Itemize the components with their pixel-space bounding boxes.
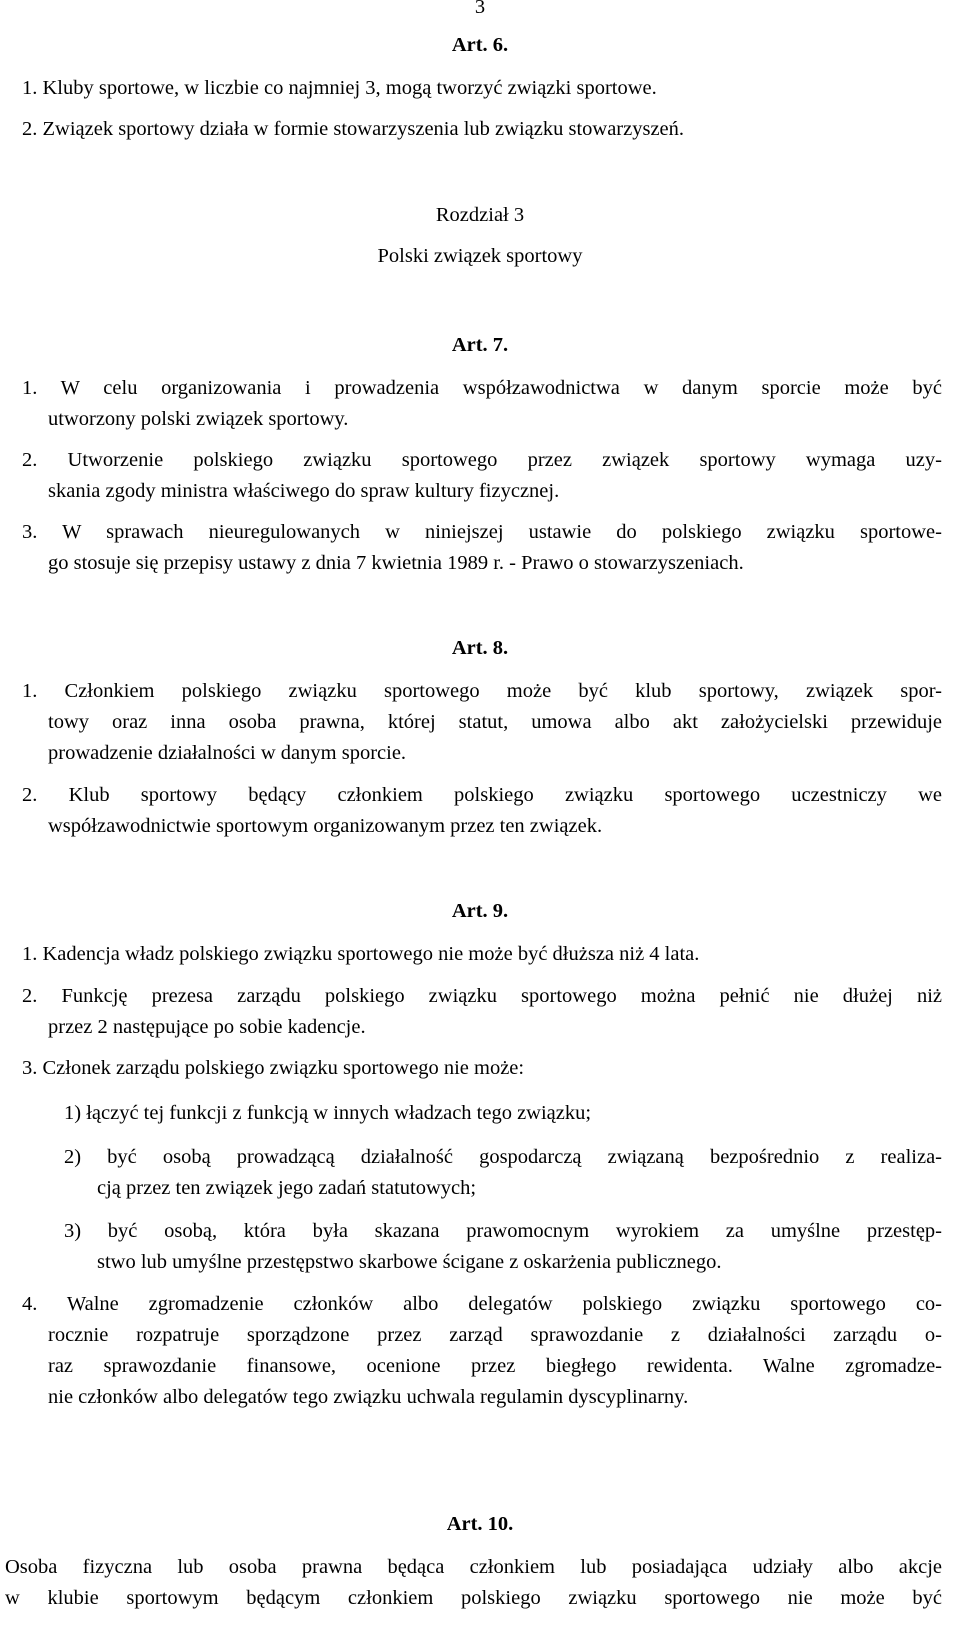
text-line: stwo lub umyślne przestępstwo skarbowe ścigane z oskarżenia publicznego. xyxy=(97,1251,722,1273)
article-7-para-3 xyxy=(22,517,942,579)
article-8-para-2 xyxy=(22,780,942,842)
text-line: 2. Związek sportowy działa w formie stowarzyszenia lub związku stowarzyszeń. xyxy=(22,118,685,140)
text-line: rocznie rozpatruje sporządzone przez zarząd sprawozdanie z działalności zarządu o- xyxy=(48,1324,942,1346)
article-9-subitem-2 xyxy=(64,1142,942,1204)
article-6-title: Art. 6. xyxy=(451,34,509,56)
article-9-title: Art. 9. xyxy=(451,900,509,922)
article-6-item-1 xyxy=(22,73,942,104)
chapter-title: Rozdział 3 xyxy=(435,204,525,226)
text-line: 4. Walne zgromadzenie członków albo delegatów polskiego związku sportowego co- xyxy=(22,1293,942,1315)
text-line: towy oraz inna osoba prawna, której statut, umowa albo akt założycielski przewiduje xyxy=(48,711,942,733)
article-9-para-1 xyxy=(22,939,942,970)
article-9-para-3 xyxy=(22,1053,942,1084)
text-line: raz sprawozdanie finansowe, ocenione przez biegłego rewidenta. Walne zgromadze- xyxy=(48,1355,942,1377)
text-line: 3) być osobą, która była skazana prawomocnym wyrokiem za umyślne przestęp- xyxy=(64,1220,942,1242)
text-line: 1. Kadencja władz polskiego związku sportowego nie może być dłuższa niż 4 lata. xyxy=(22,943,700,965)
text-line: 1. W celu organizowania i prowadzenia współzawodnictwa w danym sporcie może być xyxy=(22,377,942,399)
article-8-title: Art. 8. xyxy=(451,637,509,659)
text-line: cją przez ten związek jego zadań statutowych; xyxy=(97,1177,477,1199)
article-10-title: Art. 10. xyxy=(446,1513,514,1535)
text-line: nie członków albo delegatów tego związku uchwala regulamin dyscyplinarny. xyxy=(48,1386,689,1408)
article-7-para-2 xyxy=(22,445,942,507)
text-line: 1) łączyć tej funkcji z funkcją w innych władzach tego związku; xyxy=(64,1102,592,1124)
article-7-title: Art. 7. xyxy=(451,334,509,356)
article-9-subitem-3 xyxy=(64,1216,942,1278)
article-9-para-2 xyxy=(22,981,942,1043)
text-line: prowadzenie działalności w danym sporcie. xyxy=(48,742,407,764)
page-number: 3 xyxy=(474,0,486,18)
text-line: 1. Członkiem polskiego związku sportowego może być klub sportowy, związek spor- xyxy=(22,680,942,702)
chapter-subtitle: Polski związek sportowy xyxy=(377,245,583,267)
text-line: 3. Członek zarządu polskiego związku sportowego nie może: xyxy=(22,1057,525,1079)
article-10-para-1 xyxy=(5,1552,942,1614)
article-8-para-1 xyxy=(22,676,942,769)
article-6-item-2 xyxy=(22,114,942,145)
article-9-para-4 xyxy=(22,1289,942,1413)
article-9-subitem-1 xyxy=(64,1098,942,1129)
text-line: Osoba fizyczna lub osoba prawna będąca członkiem lub posiadająca udziały albo akcje xyxy=(5,1556,942,1578)
text-line: skania zgody ministra właściwego do spraw kultury fizycznej. xyxy=(48,480,560,502)
text-line: 2) być osobą prowadzącą działalność gospodarczą związaną bezpośrednio z realiza- xyxy=(64,1146,942,1168)
text-line: go stosuje się przepisy ustawy z dnia 7 kwietnia 1989 r. - Prawo o stowarzyszeniach. xyxy=(48,552,744,574)
text-line: przez 2 następujące po sobie kadencje. xyxy=(48,1016,366,1038)
text-line: utworzony polski związek sportowy. xyxy=(48,408,349,430)
text-line: współzawodnictwie sportowym organizowanym przez ten związek. xyxy=(48,815,603,837)
text-line: 3. W sprawach nieuregulowanych w niniejszej ustawie do polskiego związku sportowe- xyxy=(22,521,942,543)
text-line: 2. Utworzenie polskiego związku sportowego przez związek sportowy wymaga uzy- xyxy=(22,449,942,471)
text-line: 2. Klub sportowy będący członkiem polskiego związku sportowego uczestniczy we xyxy=(22,784,942,806)
text-line: 1. Kluby sportowe, w liczbie co najmniej 3, mogą tworzyć związki sportowe. xyxy=(22,77,657,99)
text-line: w klubie sportowym będącym członkiem polskiego związku sportowego nie może być xyxy=(5,1587,942,1609)
article-7-para-1 xyxy=(22,373,942,435)
text-line: 2. Funkcję prezesa zarządu polskiego związku sportowego można pełnić nie dłużej niż xyxy=(22,985,942,1007)
